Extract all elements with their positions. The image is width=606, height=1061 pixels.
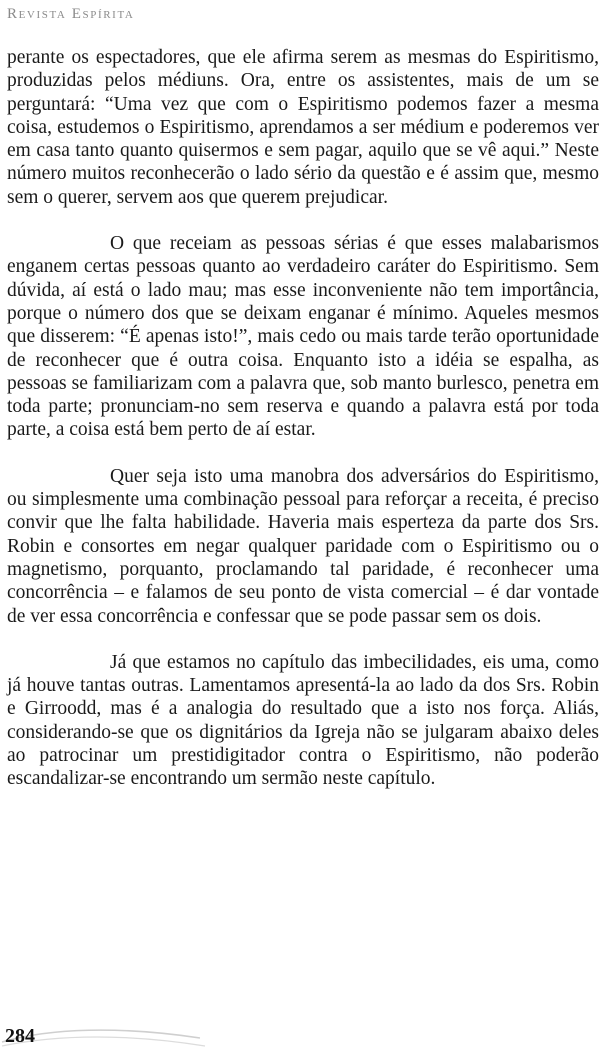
paragraph: Já que estamos no capítulo das imbecilidades, eis uma, como já houve tantas outras. Lamentamos apresentá-la ao lado da dos Srs. Robin e Girroodd, mas é a analogia do resultado que a isto nos força. Aliás, considerando-se que os dignitários da Igreja não se julgaram abaixo deles ao patrocinar um prestidigitador contra o Espiritismo, não poderão escandalizar-se encontrando um sermão neste capítulo.: [7, 651, 599, 790]
page-number: 284: [5, 1025, 35, 1047]
paragraph: Quer seja isto uma manobra dos adversários do Espiritismo, ou simplesmente uma combinação pessoal para reforçar a receita, é preciso convir que lhe falta habilidade. Haveria mais esperteza da parte dos Srs. Robin e consortes em negar qualquer paridade com o Espiritismo ou o magnetismo, porquanto, proclamando tal paridade, é reconhecer uma concorrência – e falamos de seu ponto de vista comercial – é dar vontade de ver essa concorrência e confessar que se pode passar sem os dois.: [7, 465, 599, 627]
paragraph-continuation: perante os espectadores, que ele afirma serem as mesmas do Espiritismo, produzidas pelos médiuns. Ora, entre os assistentes, mais de um se perguntará: “Uma vez que com o Espiritismo podemos fazer a mesma coisa, estudemos o Espiritismo, aprendamos a ser médium e poderemos ver em casa tanto quanto quisermos e sem pagar, aquilo que se vê aqui.” Neste número muitos reconhecerão o lado sério da questão e é assim que, mesmo sem o querer, servem aos que querem prejudicar.: [7, 47, 599, 208]
paragraph: O que receiam as pessoas sérias é que esses malabarismos enganem certas pessoas quanto ao verdadeiro caráter do Espiritismo. Sem dúvida, aí está o lado mau; mas esse inconveniente não tem importância, porque o número dos que se deixam enganar é mínimo. Aqueles mesmos que disserem: “É apenas isto!”, mais cedo ou mais tarde terão oportunidade de reconhecer que é outra coisa. Enquanto isto a idéia se espalha, as pessoas se familiarizam com a palavra que, sob manto burlesco, penetra em toda parte; pronunciam-no sem reserva e quando a palavra está por toda parte, a coisa está bem perto de aí estar.: [7, 233, 599, 441]
running-header: Revista Espírita: [7, 6, 135, 22]
body-text: [7, 46, 599, 814]
